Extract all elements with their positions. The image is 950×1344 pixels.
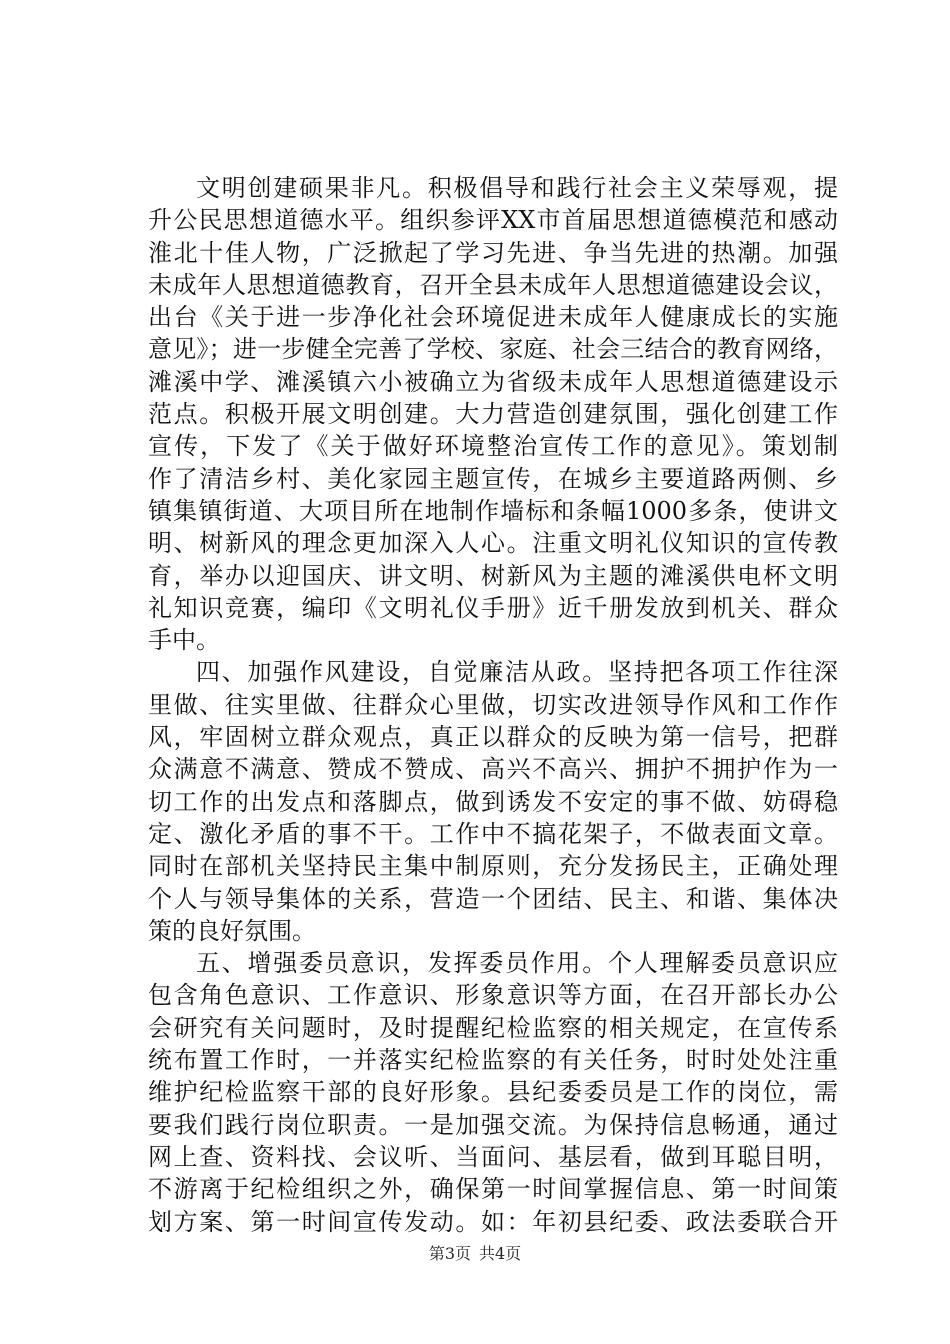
text-line: 范点。积极开展文明创建。大力营造创建氛围，强化创建工作 <box>148 400 838 429</box>
text-line: 定、激化矛盾的事不干。工作中不搞花架子，不做表面文章。 <box>148 819 838 848</box>
text-line: 维护纪检监察干部的良好形象。县纪委委员是工作的岗位，需 <box>148 1078 838 1107</box>
text-line: 不游离于纪检组织之外，确保第一时间掌握信息、第一时间策 <box>148 1175 838 1204</box>
text-line: 切工作的出发点和落脚点，做到诱发不安定的事不做、妨碍稳 <box>148 787 838 816</box>
page-footer <box>0 1244 950 1264</box>
text-line: 出台《关于进一步净化社会环境促进未成年人健康成长的实施 <box>148 303 838 332</box>
text-line: 滩溪中学、滩溪镇六小被确立为省级未成年人思想道德建设示 <box>148 367 838 396</box>
text-line: 网上查、资料找、会议听、当面问、基层看，做到耳聪目明， <box>148 1142 838 1171</box>
text-line: 风，牢固树立群众观点，真正以群众的反映为第一信号，把群 <box>148 723 838 752</box>
text-line: 里做、往实里做、往群众心里做，切实改进领导作风和工作作 <box>148 690 838 719</box>
paragraph <box>148 947 838 1238</box>
text-line: 文明创建硕果非凡。积极倡导和践行社会主义荣辱观，提 <box>196 174 838 202</box>
text-line: 淮北十佳人物，广泛掀起了学习先进、争当先进的热潮。加强 <box>148 238 838 267</box>
text-line: 礼知识竞赛，编印《文明礼仪手册》近千册发放到机关、群众 <box>148 593 838 622</box>
paragraph <box>148 656 838 947</box>
text-line: 众满意不满意、赞成不赞成、高兴不高兴、拥护不拥护作为一 <box>148 755 838 784</box>
text-line: 手中。 <box>148 626 220 655</box>
text-line: 明、树新风的理念更加深入人心。注重文明礼仪知识的宣传教 <box>148 529 838 558</box>
text-line: 个人与领导集体的关系，营造一个团结、民主、和谐、集体决 <box>148 884 838 913</box>
text-line: 会研究有关问题时，及时提醒纪检监察的相关规定，在宣传系 <box>148 1013 838 1042</box>
text-line: 策的良好氛围。 <box>148 916 316 945</box>
text-line: 意见》；进一步健全完善了学校、家庭、社会三结合的教育网络， <box>148 335 838 364</box>
text-line: 宣传，下发了《关于做好环境整治宣传工作的意见》。策划制 <box>148 432 838 461</box>
page-total: 共4页 <box>479 1244 522 1263</box>
text-line: 同时在部机关坚持民主集中制原则，充分发扬民主，正确处理 <box>148 852 838 881</box>
text-line: 要我们践行岗位职责。一是加强交流。为保持信息畅通，通过 <box>148 1110 838 1139</box>
text-line: 统布置工作时，一并落实纪检监察的有关任务，时时处处注重 <box>148 1046 838 1075</box>
text-line: 作了清洁乡村、美化家园主题宣传，在城乡主要道路两侧、乡 <box>148 464 838 493</box>
text-line: 划方案、第一时间宣传发动。如：年初县纪委、政法委联合开 <box>148 1207 838 1236</box>
document-body <box>148 172 838 1238</box>
text-line: 镇集镇街道、大项目所在地制作墙标和条幅1000多条，使讲文 <box>148 496 838 525</box>
paragraph <box>148 172 838 656</box>
text-line: 未成年人思想道德教育，召开全县未成年人思想道德建设会议， <box>148 270 838 299</box>
text-line: 升公民思想道德水平。组织参评XX市首届思想道德模范和感动 <box>148 206 838 235</box>
page-number: 第3页 <box>428 1244 471 1263</box>
text-line: 育，举办以迎国庆、讲文明、树新风为主题的滩溪供电杯文明 <box>148 561 838 590</box>
text-line: 五、增强委员意识，发挥委员作用。个人理解委员意识应 <box>196 949 838 978</box>
text-line: 四、加强作风建设，自觉廉洁从政。坚持把各项工作往深 <box>196 658 838 687</box>
text-line: 包含角色意识、工作意识、形象意识等方面，在召开部长办公 <box>148 981 838 1010</box>
